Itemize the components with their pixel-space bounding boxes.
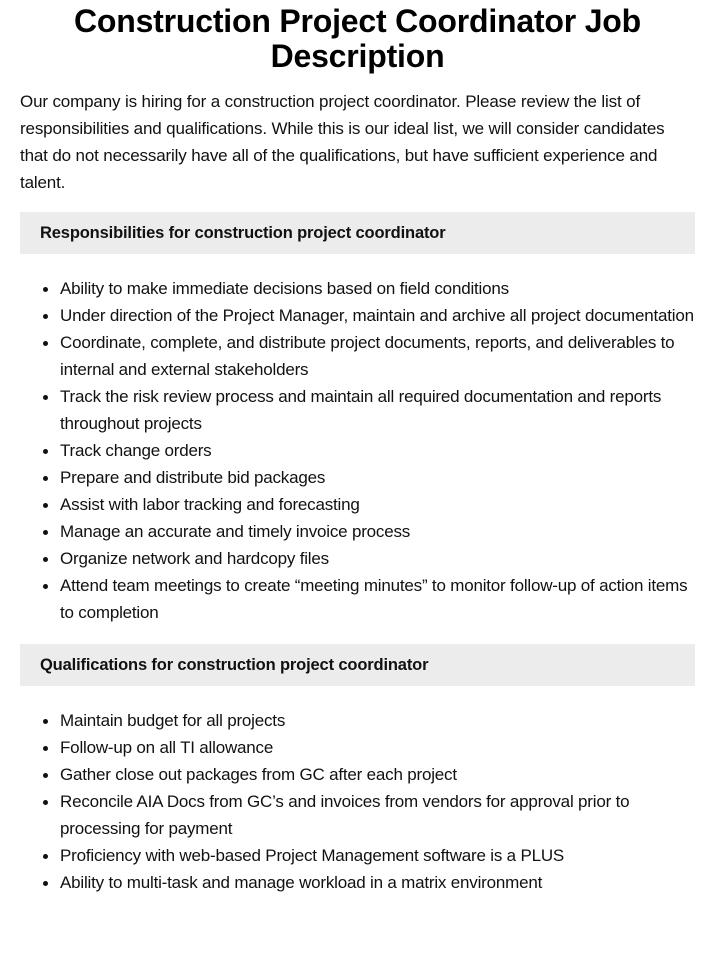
- list-item: Assist with labor tracking and forecasting: [60, 491, 695, 518]
- intro-paragraph: Our company is hiring for a construction project coordinator. Please review the list of responsibilities and qualifications. While this is our ideal list, we will consider candidates that do not necessarily have all of the qualifications, but have sufficient experience and talent.: [20, 92, 665, 192]
- bullet-icon: [43, 314, 48, 319]
- list-item: Maintain budget for all projects: [60, 707, 695, 734]
- list-item: Ability to make immediate decisions based on field conditions: [60, 275, 695, 302]
- qualifications-section: [20, 644, 695, 896]
- bullet-icon: [43, 287, 48, 292]
- bullet-icon: [43, 395, 48, 400]
- list-item: Attend team meetings to create “meeting minutes” to monitor follow-up of action items to completion: [60, 572, 695, 626]
- list-item: Gather close out packages from GC after each project: [60, 761, 695, 788]
- list-item: Organize network and hardcopy files: [60, 545, 695, 572]
- bullet-icon: [43, 530, 48, 535]
- list-item: Coordinate, complete, and distribute project documents, reports, and deliverables to internal and external stakeholders: [60, 329, 695, 383]
- bullet-icon: [43, 800, 48, 805]
- bullet-icon: [43, 854, 48, 859]
- list-item: Track change orders: [60, 437, 695, 464]
- list-item: Reconcile AIA Docs from GC’s and invoices from vendors for approval prior to processing for payment: [60, 788, 695, 842]
- responsibilities-list: [20, 275, 695, 626]
- bullet-icon: [43, 746, 48, 751]
- list-item: Proficiency with web-based Project Management software is a PLUS: [60, 842, 695, 869]
- list-item: Track the risk review process and maintain all required documentation and reports throughout projects: [60, 383, 695, 437]
- bullet-icon: [43, 773, 48, 778]
- list-item: Under direction of the Project Manager, maintain and archive all project documentation: [60, 302, 695, 329]
- bullet-icon: [43, 476, 48, 481]
- bullet-icon: [43, 584, 48, 589]
- bullet-icon: [43, 449, 48, 454]
- page-title: Construction Project Coordinator Job Description: [73, 3, 642, 74]
- qualifications-list: [20, 707, 695, 896]
- bullet-icon: [43, 881, 48, 886]
- bullet-icon: [43, 341, 48, 346]
- bullet-icon: [43, 719, 48, 724]
- bullet-icon: [43, 557, 48, 562]
- list-item: Manage an accurate and timely invoice process: [60, 518, 695, 545]
- section-heading-qualifications: Qualifications for construction project coordinator: [20, 644, 695, 686]
- section-heading-responsibilities: Responsibilities for construction project coordinator: [20, 212, 695, 254]
- list-item: Ability to multi-task and manage workload in a matrix environment: [60, 869, 695, 896]
- list-item: Prepare and distribute bid packages: [60, 464, 695, 491]
- bullet-icon: [43, 503, 48, 508]
- list-item: Follow-up on all TI allowance: [60, 734, 695, 761]
- responsibilities-section: [20, 212, 695, 626]
